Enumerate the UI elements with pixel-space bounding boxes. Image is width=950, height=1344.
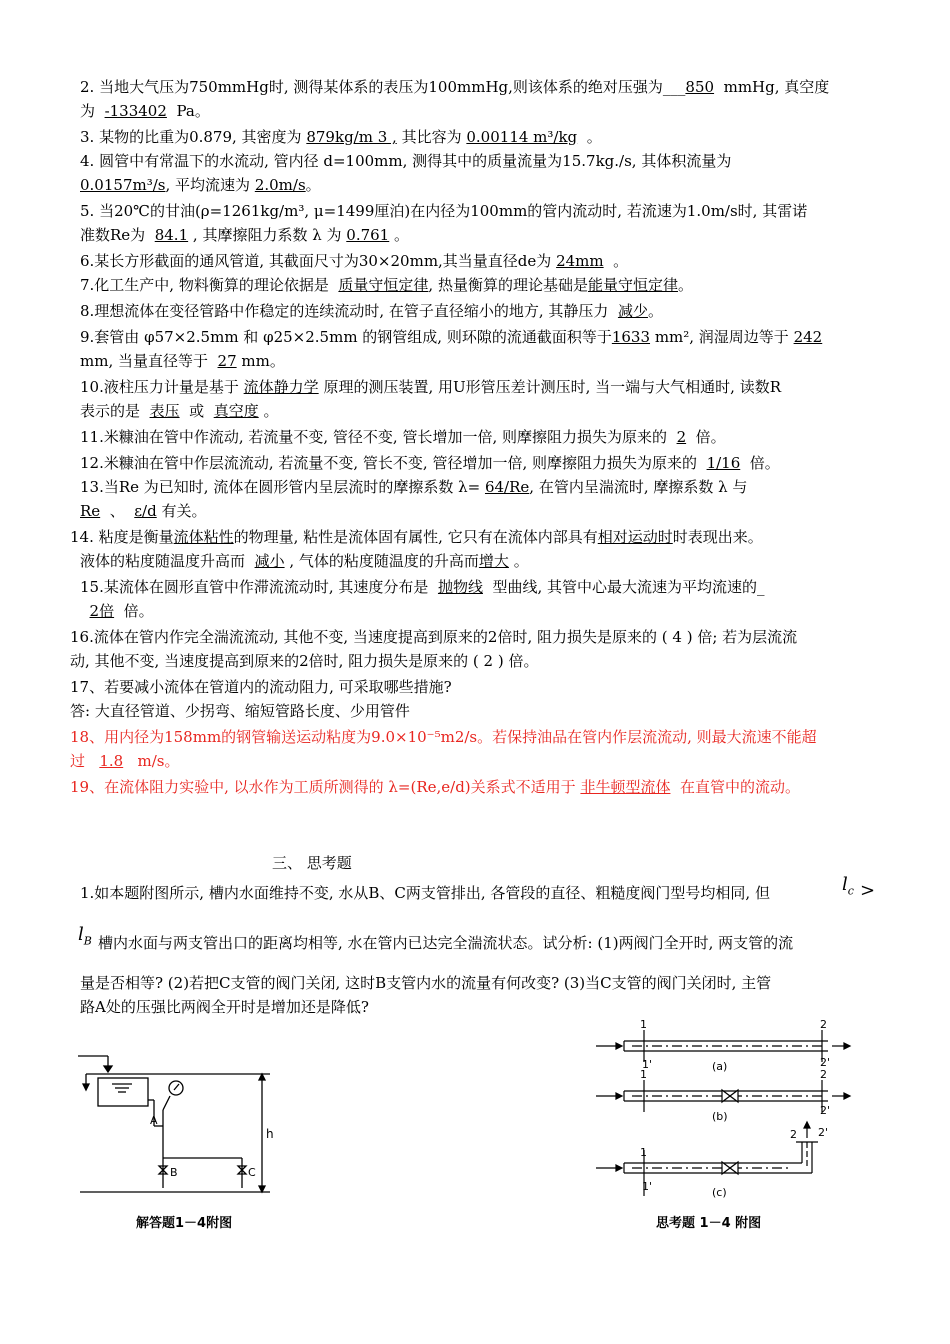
q3-line [80, 126, 880, 148]
q13-text-4: 有关。 [161, 502, 207, 520]
q13-text-2: , 在管内呈湍流时, 摩擦系数 λ 与 [529, 478, 748, 496]
q8-text: 8.理想流体在变径管路中作稳定的连续流动时, 在管子直径缩小的地方, 其静压力 [80, 302, 609, 320]
q14-answer-relative: 相对运动时 [597, 528, 673, 546]
q14-text-3: 时表现出来。 [672, 528, 763, 546]
q15-line1 [80, 576, 880, 598]
q13-answer-roughness: ε/d [134, 502, 157, 520]
q14-text-5: , 气体的粘度随温度的升高而 [289, 552, 479, 570]
think1-line4 [80, 996, 880, 1018]
label-2c: 2 [790, 1128, 797, 1141]
q2-line1 [80, 76, 880, 98]
lb-letter: l [78, 924, 84, 945]
q10-text-2: 原理的测压装置, 用U形管压差计测压时, 当一端与大气相通时, 读数R [323, 378, 781, 396]
q14-answer-viscosity: 流体粘性 [173, 528, 234, 546]
think1-text-4: 路A处的压强比两阀全开时是增加还是降低? [80, 998, 369, 1016]
q16-text: 16.流体在管内作完全湍流流动, 其他不变, 当速度提高到原来的2倍时, 阻力损失是原来的 ( 4 ) 倍; 若为层流流 [70, 628, 798, 646]
q2-answer-abs: 850 [685, 78, 715, 96]
q15-text-3: 倍。 [123, 602, 154, 620]
q3-text: 3. 某物的比重为0.879, 其密度为 [80, 128, 302, 146]
lc-symbol [842, 874, 854, 898]
label-2pa: 2' [820, 1056, 831, 1069]
lb-subscript: B [83, 934, 92, 948]
q4-line2 [80, 174, 880, 196]
label-2pb: 2' [820, 1104, 831, 1117]
q19-line [70, 776, 870, 798]
q4-text: 4. 圆管中有常温下的水流动, 管内径 d=100mm, 测得其中的质量流量为15.7kg./s, 其体积流量为 [80, 152, 732, 170]
q13-text-3: 、 [109, 502, 125, 520]
q2-text-3: 为 [80, 102, 96, 120]
label-1pc: 1' [642, 1180, 653, 1193]
q8-text-2: 。 [647, 302, 663, 320]
q9-text: 9.套管由 φ57×2.5mm 和 φ25×2.5mm 的钢管组成, 则环隙的流通截面积等于 [80, 328, 612, 346]
q7-text-2: , 热量衡算的理论基础是 [428, 276, 588, 294]
q6-line [80, 250, 880, 272]
label-B: B [170, 1166, 178, 1179]
q10-text-5: 。 [263, 402, 279, 420]
q2-line2 [80, 100, 880, 122]
gt-symbol: > [860, 880, 876, 901]
q4-answer-velocity: 2.0m/s [254, 176, 306, 194]
pipe-sections-diagram [592, 1016, 862, 1216]
q15-text-2: 型曲线, 其管中心最大流速为平均流速的_ [492, 578, 765, 596]
q14-line1 [70, 526, 870, 548]
label-1pa: 1' [642, 1058, 653, 1071]
q18-answer: 1.8 [99, 752, 124, 770]
q3-text-3: 。 [586, 128, 602, 146]
q9-text-4: mm。 [241, 352, 285, 370]
q11-line [80, 426, 880, 448]
q7-text: 7.化工生产中, 物料衡算的理论依据是 [80, 276, 329, 294]
q5-text: 5. 当20℃的甘油(ρ=1261kg/m³, μ=1499厘泊)在内径为100mm的管内流动时, 若流速为1.0m/s时, 其雷诺 [80, 202, 808, 220]
q19-answer: 非牛顿型流体 [580, 778, 671, 796]
q18-line2 [70, 750, 870, 772]
q9-line2 [80, 350, 880, 372]
label-b: (b) [712, 1110, 728, 1123]
q15-answer-ratio: 2倍 [89, 602, 115, 620]
q4-line1 [80, 150, 880, 172]
think1-text-2: 槽内水面与两支管出口的距离均相等, 水在管内已达完全湍流状态。试分析: (1)两阀门全开时, 两支管的流 [98, 934, 794, 952]
q11-answer: 2 [676, 428, 687, 446]
q7-answer-energy: 能量守恒定律 [587, 276, 678, 294]
q12-line [80, 452, 880, 474]
q9-line1 [80, 326, 880, 348]
section-heading: 三、 思考题 [272, 854, 352, 872]
q13-line2 [80, 500, 880, 522]
label-A: A [150, 1114, 158, 1127]
q6-text: 6.某长方形截面的通风管道, 其截面尺寸为30×20mm,其当量直径de为 [80, 252, 552, 270]
q12-text: 12.米糠油在管中作层流流动, 若流量不变, 管长不变, 管径增加一倍, 则摩擦阻力损失为原来的 [80, 454, 698, 472]
label-1c: 1 [640, 1146, 647, 1159]
q14-text-2: 的物理量, 粘性是流体固有属性, 它只有在流体内部具有 [233, 528, 598, 546]
q9-text-2: mm², 润湿周边等于 [654, 328, 789, 346]
q10-text: 10.液柱压力计量是基于 [80, 378, 239, 396]
q17-line1 [70, 676, 870, 698]
q16-text-2: 动, 其他不变, 当速度提高到原来的2倍时, 阻力损失是原来的 ( 2 ) 倍。 [70, 652, 539, 670]
q14-text-6: 。 [513, 552, 529, 570]
q6-answer: 24mm [556, 252, 604, 270]
tank-pipe-diagram [70, 1048, 290, 1208]
think1-line3 [80, 972, 880, 994]
think1-line1 [80, 882, 880, 904]
q13-answer-re: Re [80, 502, 101, 520]
label-2a: 2 [820, 1018, 827, 1031]
q16-line2 [70, 650, 870, 672]
think1-line2 [98, 932, 880, 954]
q18-text-2: 过 [70, 752, 86, 770]
q8-answer: 减少 [617, 302, 648, 320]
q14-answer-liquid: 减小 [254, 552, 285, 570]
q8-line [80, 300, 880, 322]
q9-answer-area: 1633 [611, 328, 651, 346]
q9-text-3: mm, 当量直径等于 [80, 352, 208, 370]
label-1b: 1 [640, 1068, 647, 1081]
q16-line1 [70, 626, 870, 648]
q18-line1 [70, 726, 870, 748]
q17-text: 17、若要减小流体在管道内的流动阻力, 可采取哪些措施? [70, 678, 452, 696]
q15-line2 [80, 600, 880, 622]
think1-text: 1.如本题附图所示, 槽内水面维持不变, 水从B、C两支管排出, 各管段的直径、粗糙度阀门型号均相同, 但 [80, 884, 770, 902]
q10-answer-principle: 流体静力学 [243, 378, 319, 396]
q18-text: 18、用内径为158mm的钢管输送运动粘度为9.0×10⁻⁵m2/s。若保持油品在管内作层流流动, 则最大流速不能超 [70, 728, 817, 746]
q3-answer-volume: 0.00114 m³/kg [466, 128, 578, 146]
q13-answer-laminar: 64/Re [484, 478, 530, 496]
q4-text-3: 。 [305, 176, 321, 194]
q3-answer-density: 879kg/m 3 , [306, 128, 397, 146]
q10-text-4: 或 [189, 402, 205, 420]
q5-line1 [80, 200, 880, 222]
q7-answer-mass: 质量守恒定律 [338, 276, 429, 294]
q5-line2 [80, 224, 880, 246]
q11-text-2: 倍。 [695, 428, 726, 446]
label-1a: 1 [640, 1018, 647, 1031]
q5-answer-re: 84.1 [154, 226, 189, 244]
q14-line2 [80, 550, 880, 572]
q10-answer-gauge: 表压 [149, 402, 180, 420]
q2-text-4: Pa。 [176, 102, 210, 120]
q19-text-2: 在直管中的流动。 [680, 778, 801, 796]
left-figure-caption: 解答题1－4附图 [136, 1216, 233, 1231]
q10-line1 [80, 376, 880, 398]
q14-answer-gas: 增大 [478, 552, 509, 570]
q9-answer-perimeter: 242 [793, 328, 823, 346]
q2-text: 2. 当地大气压为750mmHg时, 测得某体系的表压为100mmHg,则该体系的绝对压强为___ [80, 78, 686, 96]
q6-text-2: 。 [613, 252, 629, 270]
q18-text-3: m/s。 [137, 752, 180, 770]
q3-text-2: 其比容为 [401, 128, 462, 146]
label-h: h [266, 1127, 274, 1141]
q13-text: 13.当Re 为已知时, 流体在圆形管内呈层流时的摩擦系数 λ= [80, 478, 481, 496]
q9-answer-de: 27 [217, 352, 237, 370]
label-2b: 2 [820, 1068, 827, 1081]
q10-answer-vacuum: 真空度 [213, 402, 259, 420]
q2-answer-vac: -133402 [104, 102, 167, 120]
q10-line2 [80, 400, 880, 422]
q15-answer-profile: 抛物线 [437, 578, 483, 596]
q4-answer-flow: 0.0157m³/s [80, 176, 166, 194]
lb-symbol [78, 924, 92, 948]
lc-subscript: c [847, 884, 854, 898]
q13-line1 [80, 476, 880, 498]
q11-text: 11.米糠油在管中作流动, 若流量不变, 管径不变, 管长增加一倍, 则摩擦阻力损失为原来的 [80, 428, 668, 446]
think1-text-3: 量是否相等? (2)若把C支管的阀门关闭, 这时B支管内水的流量有何改变? (3)当C支管的阀门关闭时, 主管 [80, 974, 772, 992]
label-a: (a) [712, 1060, 728, 1073]
label-2pc: 2' [818, 1126, 829, 1139]
q5-text-4: 。 [394, 226, 410, 244]
q5-text-2: 准数Re为 [80, 226, 146, 244]
q12-text-2: 倍。 [749, 454, 780, 472]
label-C: C [248, 1166, 256, 1179]
q7-line [80, 274, 880, 296]
q17-answer: 答: 大直径管道、少拐弯、缩短管路长度、少用管件 [70, 702, 410, 720]
q19-text: 19、在流体阻力实验中, 以水作为工质所测得的 λ=(Re,e/d)关系式不适用于 [70, 778, 576, 796]
label-c: (c) [712, 1186, 727, 1199]
q10-text-3: 表示的是 [80, 402, 141, 420]
q17-line2 [70, 700, 870, 722]
q12-answer: 1/16 [706, 454, 741, 472]
q15-text: 15.某流体在圆形直管中作滞流流动时, 其速度分布是 [80, 578, 429, 596]
q4-text-2: , 平均流速为 [165, 176, 251, 194]
q14-text: 14. 粘度是衡量 [70, 528, 174, 546]
q2-text-2: mmHg, 真空度 [723, 78, 830, 96]
q14-text-4: 液体的粘度随温度升高而 [80, 552, 246, 570]
right-figure-caption: 思考题 1－4 附图 [656, 1216, 762, 1231]
q5-text-3: , 其摩擦阻力系数 λ 为 [192, 226, 342, 244]
q7-text-3: 。 [677, 276, 693, 294]
lc-letter: l [842, 874, 848, 895]
q5-answer-lambda: 0.761 [346, 226, 390, 244]
